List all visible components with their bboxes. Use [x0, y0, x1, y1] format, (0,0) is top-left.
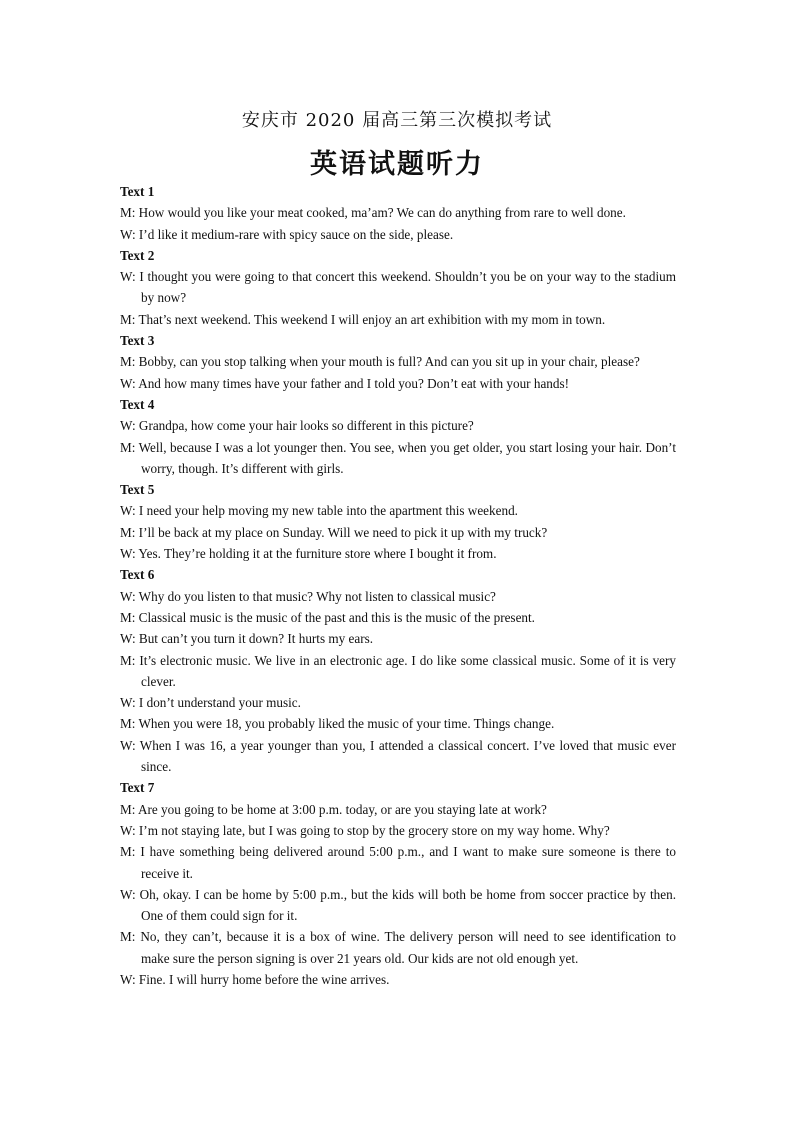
dialogue-line: M: I’ll be back at my place on Sunday. Will we need to pick it up with my truck? — [120, 524, 548, 540]
dialogue-line: M: I have something being delivered around 5:00 p.m., and I want to make sure someone is there to receive it. — [120, 844, 676, 881]
dialogue-line: W: When I was 16, a year younger than you, I attended a classical concert. I’ve loved that music ever since. — [120, 737, 676, 775]
dialogue-line: M: That’s next weekend. This weekend I will enjoy an art exhibition with my mom in town. — [120, 311, 606, 327]
dialogue-line: W: I don’t understand your music. — [120, 695, 301, 711]
transcript-section — [120, 777, 676, 990]
dialogue-line: M: Classical music is the music of the past and this is the music of the present. — [120, 609, 535, 625]
dialogue-line: M: No, they can’t, because it is a box of wine. The delivery person will need to see identification to make sure the person signing is over 21 years old. Our kids are not old enough yet. — [120, 929, 676, 966]
dialogue-line: W: Fine. I will hurry home before the wine arrives. — [120, 971, 390, 987]
transcript-section — [120, 394, 676, 479]
transcript-section — [120, 330, 676, 394]
dialogue-line: M: How would you like your meat cooked, ma’am? We can do anything from rare to well done. — [120, 205, 626, 221]
dialogue-line: W: Oh, okay. I can be home by 5:00 p.m., but the kids will both be home from soccer practice by then. One of them could sign for it. — [120, 886, 676, 924]
transcript-section — [120, 564, 676, 777]
transcript-section — [120, 479, 676, 564]
dialogue-line: M: Bobby, can you stop talking when your mouth is full? And can you sit up in your chair, please? — [120, 354, 640, 370]
dialogue-line: W: Why do you listen to that music? Why not listen to classical music? — [120, 588, 496, 604]
transcript-section — [120, 181, 676, 245]
exam-subtitle: 安庆市 2020 届高三第三次模拟考试 — [241, 110, 553, 131]
section-heading: Text 4 — [120, 396, 155, 412]
section-heading: Text 7 — [120, 780, 155, 796]
dialogue-line: M: Well, because I was a lot younger then. You see, when you get older, you start losing your hair. Don’t worry, though. It’s different with girls. — [120, 439, 676, 476]
dialogue-line: M: Are you going to be home at 3:00 p.m. today, or are you staying late at work? — [120, 801, 547, 817]
dialogue-line: W: And how many times have your father and I told you? Don’t eat with your hands! — [120, 375, 570, 391]
section-heading: Text 1 — [120, 184, 155, 199]
dialogue-line: W: I’d like it medium-rare with spicy sauce on the side, please. — [120, 226, 454, 242]
dialogue-line: W: But can’t you turn it down? It hurts my ears. — [120, 631, 374, 647]
dialogue-line: M: It’s electronic music. We live in an electronic age. I do like some classical music. Some of it is very clever. — [120, 652, 676, 689]
dialogue-line: W: Grandpa, how come your hair looks so different in this picture? — [120, 418, 474, 434]
section-heading: Text 5 — [120, 482, 155, 498]
dialogue-line: M: When you were 18, you probably liked the music of your time. Things change. — [120, 716, 555, 732]
section-heading: Text 2 — [120, 247, 155, 263]
transcript-section — [120, 245, 676, 330]
dialogue-line: W: Yes. They’re holding it at the furniture store where I bought it from. — [120, 546, 497, 562]
dialogue-line: W: I’m not staying late, but I was going to stop by the grocery store on my way home. Why? — [120, 822, 610, 838]
dialogue-line: W: I thought you were going to that concert this weekend. Shouldn’t you be on your way to the stadium by now? — [120, 269, 676, 306]
dialogue-line: W: I need your help moving my new table into the apartment this weekend. — [120, 503, 518, 519]
exam-title: 英语试题听力 — [310, 149, 484, 180]
section-heading: Text 6 — [120, 567, 155, 583]
section-heading: Text 3 — [120, 333, 155, 349]
transcript-body — [120, 181, 676, 990]
